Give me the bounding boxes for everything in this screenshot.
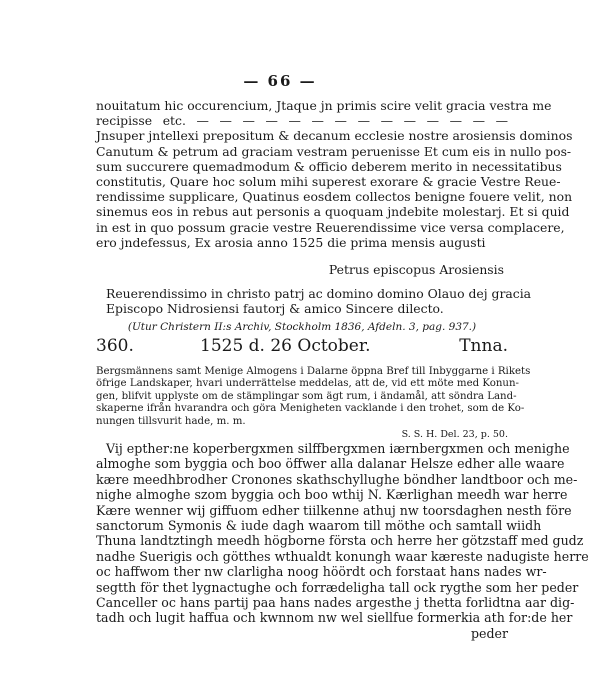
signature: Petrus episcopus Arosiensis — [328, 262, 504, 277]
body-line: sanctorum Symonis & iude dagh waarom till möthe och samtall wiidh — [96, 518, 542, 534]
entry-date: 1525 d. 26 October. — [200, 336, 371, 356]
letter-line: constitutis, Quare hoc solum mihi superest exorare & gracie Vestre Reue- — [96, 174, 561, 190]
letter-line: rendissime supplicare, Quatinus eosdem collectos benigne fouere velit, non — [96, 189, 573, 205]
letter-address — [96, 286, 532, 317]
letter-line: in est in quo possum gracie vestre Reuerendissime vice versa complacere, — [96, 219, 565, 235]
letter-line: sum succurere quemadmodum & officio deberem merito in necessitatibus — [96, 158, 562, 174]
body-line: kære meedhbrodher Cronones skathschyllughe böndher landtboor och me- — [96, 471, 578, 487]
entry-place: Tnna. — [459, 336, 508, 356]
body-line: almoghe som byggia och boo öffwer alla dalanar Helsze edher alle waare — [96, 456, 565, 472]
body-line: Canceller oc hans partij paa hans nades argesthe j thetta forlidtna aar dig- — [96, 595, 575, 611]
letter-line: Canutum & petrum ad graciam vestram peruenisse Et cum eis in nullo pos- — [96, 143, 572, 159]
body-line: nadhe Suerigis och götthes wthualdt konungh waar kæreste nadugiste herre — [96, 548, 589, 564]
summary-line: skaperne ifrån hvarandra och göra Menigheten vacklande i den trohet, som de Ko- — [96, 403, 525, 415]
body-line: peder — [470, 625, 508, 641]
body-line: segtth för thet lygnactughe och forrædeligha tall ock rygthe som her peder — [96, 579, 579, 595]
body-line: Thuna landtztingh meedh högborne första och herre her götzstaff med gudz — [96, 533, 584, 549]
entry-number: 360. — [96, 336, 134, 356]
body-line: Kære wenner wij giffuom edher tiilkenne athuj nw toorsdaghen nesth före — [96, 502, 572, 518]
summary-line: Bergsmännens samt Menige Almogens i Dalarne öppna Bref till Inbyggarne i Rikets — [96, 366, 531, 377]
entry-body — [96, 441, 589, 641]
entry-heading — [96, 336, 508, 358]
summary-line: öfrige Landskaper, hvari underrättelse meddelas, att de, vid ett möte med Konun- — [96, 378, 519, 390]
letter-line: sinemus eos in rebus aut personis a quoquam jndebite molestarj. Et si quid — [96, 204, 570, 220]
address-line: Reuerendissimo in christo patrj ac domino domino Olauo dej gracia — [106, 286, 532, 301]
letter-line: ero jndefessus, Ex arosia anno 1525 die prima mensis augusti — [96, 234, 486, 250]
summary-line: gen, blifvit upplyste om de stämplingar som ägt rum, i ändamål, att söndra Land- — [96, 390, 517, 402]
page-number: — 66 — — [243, 72, 317, 90]
letter-line: nouitatum hic occurencium, Jtaque jn primis scire velit gracia vestra me — [96, 98, 552, 113]
letter-line: recipisse etc. — — — — — — — — — — — — — — — [96, 113, 508, 129]
letter-line: Jnsuper jntellexi prepositum & decanum ecclesie nostre arosiensis dominos — [96, 128, 573, 144]
body-line: Vij epther:ne koperbergxmen silffbergxmen iærnbergxmen och menighe — [106, 441, 570, 456]
letter-body — [96, 98, 573, 250]
letter-citation — [96, 320, 508, 334]
body-line: nighe almoghe szom byggia och boo wthij N. Kærlighan meedh war herre — [96, 487, 568, 503]
body-line: tadh och lugit haffua och kwnnom nw wel siellfue formerkia ath for:de her — [96, 610, 573, 626]
summary-line: nungen tillsvurit hade, m. m. — [96, 415, 246, 427]
address-line: Episcopo Nidrosiensi fautorj & amico Sincere dilecto. — [106, 301, 444, 317]
letter-signature-block — [96, 262, 508, 277]
citation: (Utur Christern II:s Archiv, Stockholm 1836, Afdeln. 3, pag. 937.) — [127, 321, 477, 333]
entry-summary — [96, 366, 531, 441]
body-line: oc haffwom ther nw clarligha noog höördt och forstaat hans nades wr- — [96, 564, 547, 580]
source-reference: S. S. H. Del. 23, p. 50. — [401, 429, 508, 441]
